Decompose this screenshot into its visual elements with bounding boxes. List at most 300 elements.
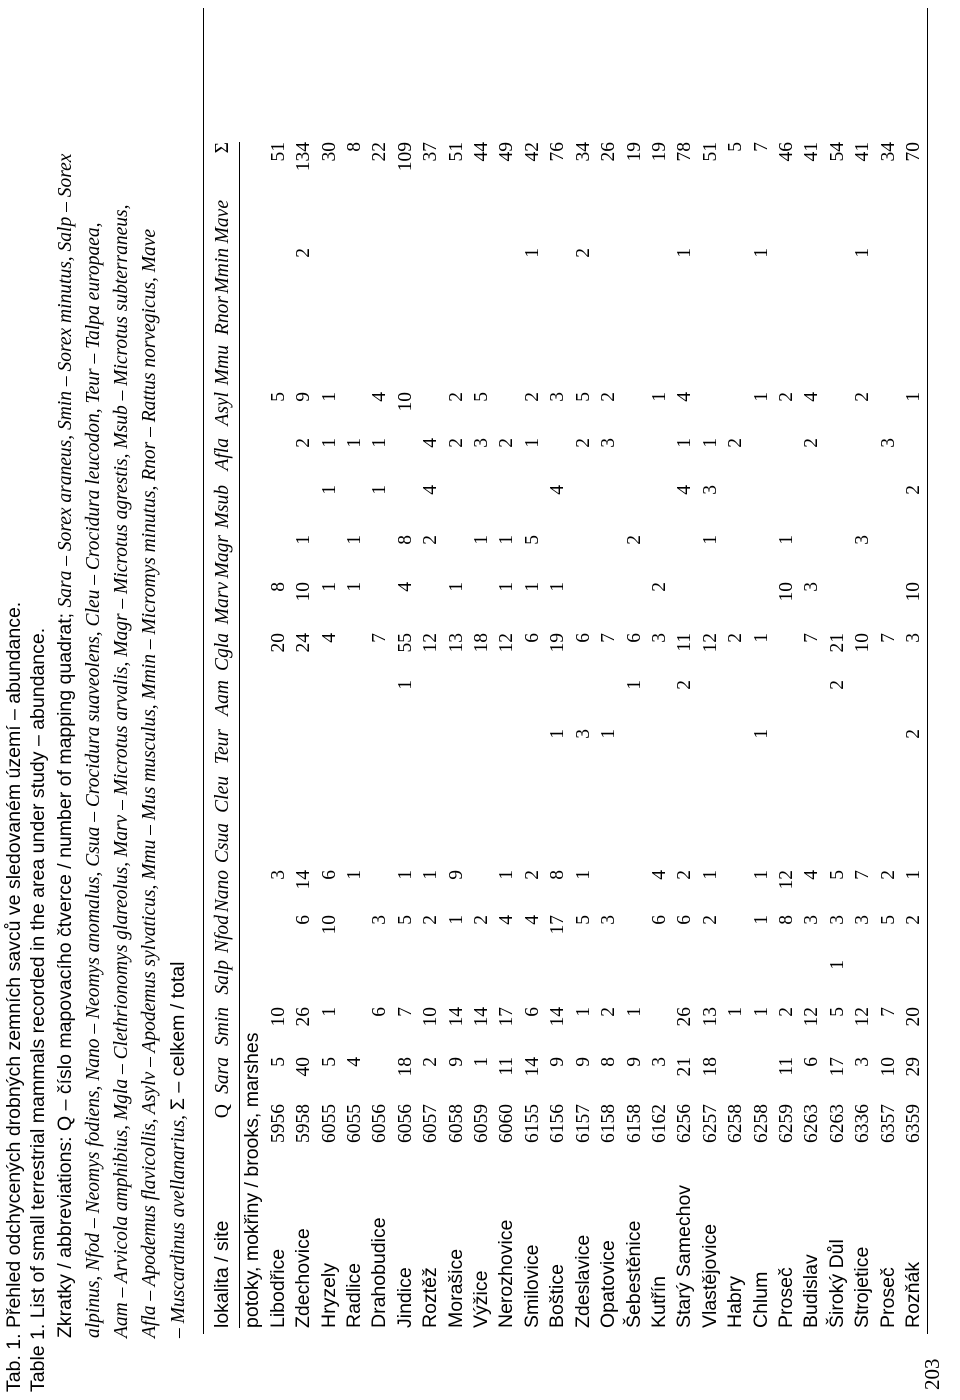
cell-count [545, 823, 570, 870]
cell-count [622, 296, 647, 345]
cell-q: 6058 [445, 1104, 467, 1143]
abbreviation-lead: Zkratky / abbreviations: Q – číslo mapovacího čtverce / number of mapping quadrat; [54, 607, 76, 1338]
cell-count [749, 485, 774, 535]
cell-count [749, 1057, 774, 1104]
cell-count: 2 [471, 915, 493, 925]
cell-count: 4 [674, 485, 696, 495]
cell-count: 7 [598, 633, 620, 643]
column-header-species: Cgla [212, 633, 233, 671]
cell-count: 14 [521, 1057, 543, 1077]
cell-count [367, 582, 392, 633]
cell-count [774, 633, 799, 680]
cell-total: 19 [623, 142, 645, 162]
table-row [266, 142, 291, 1328]
table-row [418, 142, 443, 1328]
cell-count [774, 485, 799, 535]
cell-count: 17 [826, 1057, 848, 1077]
cell-count: 5 [394, 915, 416, 925]
cell-count [571, 296, 596, 345]
cell-count [545, 248, 570, 296]
cell-count [622, 960, 647, 1007]
cell-count: 1 [750, 392, 772, 402]
cell-count [393, 296, 418, 345]
cell-count: 18 [699, 1057, 721, 1077]
cell-count: 8 [598, 1057, 620, 1067]
table-row [367, 142, 392, 1328]
abundance-table [210, 142, 926, 1328]
cell-count [545, 438, 570, 485]
abbreviation-line [136, 0, 164, 1338]
table-row [393, 142, 418, 1328]
cell-total: 41 [852, 142, 874, 162]
cell-q: 6162 [648, 1104, 670, 1143]
cell-count [266, 960, 291, 1007]
cell-total: 42 [521, 142, 543, 162]
cell-count [672, 776, 697, 823]
cell-site: Hryzely [317, 1262, 340, 1328]
cell-count [520, 200, 545, 248]
cell-count: 12 [496, 633, 518, 653]
cell-count [647, 729, 672, 776]
cell-count [596, 485, 621, 535]
cell-count: 13 [445, 633, 467, 653]
cell-count [266, 823, 291, 870]
cell-count [749, 680, 774, 729]
cell-count: 1 [750, 1007, 772, 1017]
cell-q: 6059 [471, 1104, 493, 1143]
cell-count [571, 200, 596, 248]
cell-count: 3 [572, 729, 594, 739]
cell-count [723, 680, 748, 729]
column-header-species: Mmu [212, 345, 233, 386]
cell-site: Budislav [800, 1254, 823, 1328]
cell-count: 1 [902, 870, 924, 880]
cell-count [342, 248, 367, 296]
cell-count: 6 [572, 633, 594, 643]
cell-count [850, 296, 875, 345]
cell-count [342, 633, 367, 680]
cell-site: Proseč [774, 1267, 797, 1328]
cell-count [571, 345, 596, 392]
cell-count [571, 680, 596, 729]
cell-count [367, 200, 392, 248]
cell-q: 6057 [420, 1104, 442, 1143]
cell-count [672, 200, 697, 248]
cell-count: 2 [775, 1007, 797, 1017]
cell-count [520, 729, 545, 776]
cell-count [342, 960, 367, 1007]
column-header-species: Csua [212, 823, 233, 864]
cell-count [723, 776, 748, 823]
cell-count [266, 296, 291, 345]
cell-count [850, 823, 875, 870]
cell-count [545, 296, 570, 345]
cell-count [317, 296, 342, 345]
cell-count: 1 [394, 870, 416, 880]
cell-count: 8 [775, 915, 797, 925]
cell-count [698, 823, 723, 870]
cell-count: 1 [598, 729, 620, 739]
cell-count [317, 345, 342, 392]
cell-count [342, 200, 367, 248]
cell-count [850, 485, 875, 535]
cell-count [367, 535, 392, 582]
cell-count [444, 535, 469, 582]
cell-count: 1 [826, 960, 848, 970]
cell-count: 24 [293, 633, 315, 653]
cell-count: 4 [344, 1057, 366, 1067]
cell-count: 11 [496, 1057, 518, 1076]
cell-count: 8 [547, 870, 569, 880]
cell-count: 7 [369, 633, 391, 643]
cell-count [469, 200, 494, 248]
cell-count [901, 776, 926, 823]
cell-count [367, 823, 392, 870]
cell-total: 8 [344, 142, 366, 152]
cell-count: 1 [318, 1007, 340, 1017]
cell-count: 2 [826, 680, 848, 690]
column-header-species: Sara [212, 1057, 233, 1094]
cell-count [749, 535, 774, 582]
cell-count: 2 [598, 1007, 620, 1017]
cell-count [698, 582, 723, 633]
cell-total: 109 [394, 142, 416, 172]
cell-count [622, 870, 647, 915]
cell-count [291, 296, 316, 345]
cell-count: 14 [445, 1007, 467, 1027]
cell-count: 2 [293, 248, 315, 258]
cell-count [418, 823, 443, 870]
cell-count [444, 200, 469, 248]
column-header-species: Smin [212, 1007, 233, 1046]
cell-count [393, 729, 418, 776]
cell-count [774, 776, 799, 823]
page-number: 203 [920, 1358, 944, 1390]
cell-count: 1 [750, 729, 772, 739]
cell-count [571, 582, 596, 633]
cell-count: 5 [521, 535, 543, 545]
cell-count [545, 345, 570, 392]
column-header-species: Teur [212, 729, 233, 765]
cell-count [469, 776, 494, 823]
cell-count [418, 248, 443, 296]
cell-count [672, 345, 697, 392]
cell-count [698, 729, 723, 776]
cell-q: 6263 [801, 1104, 823, 1143]
cell-site: Šebestěnice [622, 1220, 645, 1328]
cell-count [520, 485, 545, 535]
cell-count: 55 [394, 633, 416, 653]
cell-count [342, 485, 367, 535]
cell-count: 1 [445, 915, 467, 925]
cell-count: 2 [902, 915, 924, 925]
caption-english: Table 1. List of small terrestrial mammals recorded in the area under study – abundance. [27, 627, 49, 1392]
cell-count [266, 200, 291, 248]
cell-count [723, 200, 748, 248]
cell-count: 3 [826, 915, 848, 925]
cell-count: 1 [750, 248, 772, 258]
cell-count: 10 [775, 582, 797, 602]
cell-count: 1 [521, 438, 543, 448]
cell-count: 2 [420, 535, 442, 545]
cell-count [774, 200, 799, 248]
column-header-species: Mave [212, 200, 233, 244]
cell-count [876, 248, 901, 296]
cell-count: 14 [471, 1007, 493, 1027]
cell-count [367, 1057, 392, 1104]
cell-count [494, 248, 519, 296]
cell-count: 7 [877, 633, 899, 643]
cell-count [622, 248, 647, 296]
cell-count: 5 [826, 1007, 848, 1017]
cell-total: 30 [318, 142, 340, 162]
cell-count [698, 680, 723, 729]
cell-count: 2 [420, 1057, 442, 1067]
table-row [774, 142, 799, 1328]
caption-czech: Tab. 1. Přehled odchycených drobných zemních savců ve sledovaném území – abundance. [3, 601, 25, 1392]
cell-count [393, 438, 418, 485]
cell-count [596, 345, 621, 392]
cell-count: 2 [623, 535, 645, 545]
abbreviation-line [51, 0, 80, 1338]
cell-count: 5 [267, 1057, 289, 1067]
cell-count [291, 776, 316, 823]
cell-count [291, 960, 316, 1007]
cell-count [774, 438, 799, 485]
cell-count: 1 [674, 248, 696, 258]
table-row [672, 142, 697, 1328]
cell-count: 3 [267, 870, 289, 880]
table-row [901, 142, 926, 1328]
cell-count [393, 823, 418, 870]
cell-count [850, 200, 875, 248]
cell-count: 4 [801, 870, 823, 880]
table-bottom-rule [927, 8, 928, 1334]
cell-count [647, 776, 672, 823]
cell-count [723, 485, 748, 535]
cell-count [799, 776, 824, 823]
table-row [291, 142, 316, 1328]
cell-count [876, 729, 901, 776]
cell-count [723, 582, 748, 633]
cell-q: 6258 [725, 1104, 747, 1143]
cell-q: 5956 [267, 1104, 289, 1143]
cell-count [342, 345, 367, 392]
cell-count [850, 776, 875, 823]
cell-count: 10 [420, 1007, 442, 1027]
cell-count: 20 [267, 633, 289, 653]
table-row [799, 142, 824, 1328]
cell-count [418, 345, 443, 392]
column-header-species: Aam [212, 680, 233, 716]
cell-count [494, 345, 519, 392]
cell-count [317, 823, 342, 870]
cell-count: 6 [293, 915, 315, 925]
cell-count: 4 [801, 392, 823, 402]
cell-count [749, 582, 774, 633]
cell-count [494, 960, 519, 1007]
cell-site: Smilovice [520, 1244, 543, 1328]
cell-count [901, 680, 926, 729]
cell-count: 3 [852, 1057, 874, 1067]
cell-count [317, 776, 342, 823]
cell-count [367, 870, 392, 915]
cell-count: 1 [902, 392, 924, 402]
cell-count: 1 [750, 915, 772, 925]
cell-count [672, 296, 697, 345]
cell-count [723, 823, 748, 870]
cell-count: 18 [471, 633, 493, 653]
cell-count: 4 [496, 915, 518, 925]
cell-count [418, 729, 443, 776]
cell-count [342, 729, 367, 776]
table-row [545, 142, 570, 1328]
cell-count [418, 680, 443, 729]
cell-count [494, 296, 519, 345]
cell-count: 8 [394, 535, 416, 545]
column-header-total: Σ [212, 142, 233, 154]
cell-count: 6 [648, 915, 670, 925]
cell-count: 19 [547, 633, 569, 653]
column-header-species: Nano [212, 870, 233, 913]
cell-count [342, 1007, 367, 1057]
cell-count [698, 345, 723, 392]
cell-count [622, 729, 647, 776]
cell-count [418, 200, 443, 248]
cell-count [545, 960, 570, 1007]
cell-count: 2 [725, 633, 747, 643]
cell-count: 1 [648, 392, 670, 402]
cell-count [749, 438, 774, 485]
cell-q: 6158 [598, 1104, 620, 1143]
cell-count [672, 582, 697, 633]
cell-site: Drahobudice [368, 1217, 391, 1328]
cell-count [901, 248, 926, 296]
cell-count [622, 485, 647, 535]
cell-count [291, 680, 316, 729]
cell-count [901, 200, 926, 248]
abbreviation-text: Aam – Arvicola amphibius, Mgla – Clethrionomys glareolus, Marv – Microtus arvalis, Magr – Microtus agrestis, Msub – Microtus subterraneus, [111, 204, 132, 1338]
cell-count [596, 200, 621, 248]
cell-count [418, 296, 443, 345]
cell-count [444, 485, 469, 535]
cell-count: 2 [674, 680, 696, 690]
cell-count [774, 729, 799, 776]
cell-count [571, 485, 596, 535]
cell-count [444, 729, 469, 776]
cell-q: 6056 [394, 1104, 416, 1143]
cell-count: 3 [547, 392, 569, 402]
cell-count [291, 485, 316, 535]
column-header-site: lokalita / site [211, 1220, 233, 1328]
cell-count [393, 776, 418, 823]
cell-count [367, 345, 392, 392]
cell-count [901, 535, 926, 582]
cell-count: 1 [369, 485, 391, 495]
cell-count [698, 960, 723, 1007]
cell-count [647, 248, 672, 296]
cell-count [266, 248, 291, 296]
cell-count: 3 [852, 535, 874, 545]
cell-count [799, 248, 824, 296]
cell-count: 1 [521, 582, 543, 592]
cell-count: 21 [674, 1057, 696, 1077]
cell-count [545, 200, 570, 248]
cell-count: 5 [267, 392, 289, 402]
abbreviation-line [108, 0, 136, 1338]
cell-q: 6259 [775, 1104, 797, 1143]
cell-count [291, 823, 316, 870]
cell-count: 20 [902, 1007, 924, 1027]
cell-count [825, 729, 850, 776]
cell-total: 41 [801, 142, 823, 162]
cell-count [622, 582, 647, 633]
cell-count [622, 438, 647, 485]
cell-count: 10 [267, 1007, 289, 1027]
cell-count [799, 823, 824, 870]
column-header-species: Nfod [212, 915, 233, 953]
cell-count: 6 [674, 915, 696, 925]
table-row [317, 142, 342, 1328]
cell-count [850, 345, 875, 392]
cell-count [545, 535, 570, 582]
cell-count: 1 [369, 438, 391, 448]
table-row [571, 142, 596, 1328]
column-header-species: Asyl [212, 392, 233, 426]
cell-count: 10 [877, 1057, 899, 1077]
cell-count: 1 [699, 535, 721, 545]
cell-count [799, 960, 824, 1007]
cell-site: Zdechovice [292, 1228, 315, 1328]
abbreviation-line [80, 0, 108, 1338]
cell-count [596, 248, 621, 296]
cell-count [799, 200, 824, 248]
cell-count [469, 582, 494, 633]
cell-count: 4 [521, 915, 543, 925]
cell-count: 2 [877, 870, 899, 880]
cell-q: 6256 [674, 1104, 696, 1143]
cell-count [672, 823, 697, 870]
cell-count [647, 535, 672, 582]
cell-total: 34 [877, 142, 899, 162]
cell-site: Rozňák [901, 1261, 924, 1328]
cell-count [494, 823, 519, 870]
cell-count [876, 960, 901, 1007]
cell-count: 7 [394, 1007, 416, 1017]
cell-count [393, 485, 418, 535]
abbreviation-line [164, 0, 193, 1338]
cell-count [596, 823, 621, 870]
cell-count: 1 [318, 582, 340, 592]
cell-count [494, 485, 519, 535]
cell-site: Nerozhovice [495, 1219, 518, 1328]
cell-total: 19 [648, 142, 670, 162]
cell-count: 17 [496, 1007, 518, 1027]
cell-count [799, 296, 824, 345]
cell-q: 6157 [572, 1104, 594, 1143]
cell-count [469, 729, 494, 776]
cell-count [520, 296, 545, 345]
cell-count [825, 776, 850, 823]
cell-count [672, 960, 697, 1007]
cell-count [266, 438, 291, 485]
cell-count: 2 [801, 438, 823, 448]
cell-count [698, 296, 723, 345]
cell-count [469, 823, 494, 870]
cell-count [749, 296, 774, 345]
cell-count [850, 680, 875, 729]
cell-count [266, 776, 291, 823]
